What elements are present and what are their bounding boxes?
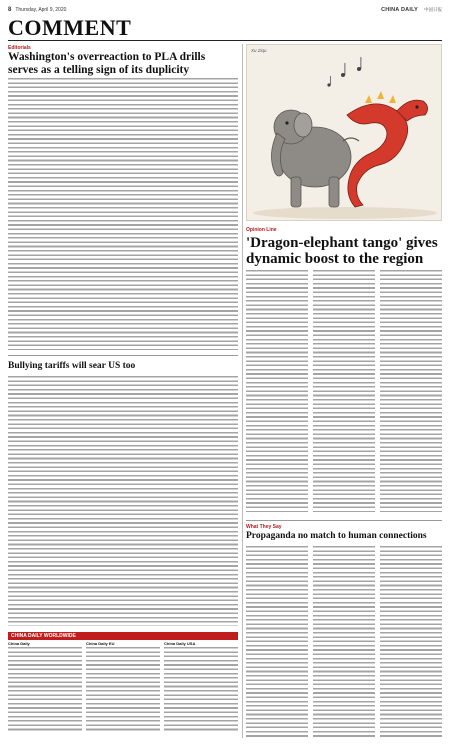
office-title: China Daily — [8, 641, 30, 646]
editorials-label: Editorials — [8, 45, 31, 51]
office-title: China Daily USA — [164, 641, 196, 646]
page-header-bar — [8, 5, 442, 14]
office-details — [164, 647, 238, 733]
wts-body-col-2 — [313, 546, 375, 738]
page-number: 8 — [8, 6, 12, 13]
what-they-say-label: What They Say — [246, 524, 282, 530]
opinion-body-col-1 — [246, 270, 308, 512]
brand-name: CHINA DAILY — [381, 6, 418, 13]
office-details — [86, 647, 160, 733]
section-masthead: COMMENT — [8, 15, 132, 40]
brand-chinese: 中国日报 — [424, 6, 442, 12]
opinion-headline: 'Dragon-elephant tango' gives dynamic boost to the region — [246, 235, 438, 267]
cartoon-credit: Xu Ziqu — [251, 48, 267, 53]
office-details — [8, 647, 82, 733]
opinion-line-label: Opinion Line — [246, 227, 277, 233]
worldwide-banner: CHINA DAILY WORLDWIDE — [8, 632, 238, 640]
opinion-body-col-3 — [380, 270, 442, 512]
editorial-divider — [8, 355, 238, 356]
editorial-headline-2: Bullying tariffs will sear US too — [8, 361, 136, 371]
elephant-figure — [271, 110, 351, 207]
wts-body-col-1 — [246, 546, 308, 738]
editorial-2-body — [8, 376, 238, 626]
office-col-3 — [164, 642, 238, 738]
office-title: China Daily EU — [86, 641, 115, 646]
opinion-divider — [246, 520, 442, 521]
office-col-1 — [8, 642, 82, 738]
wts-body-col-3 — [380, 546, 442, 738]
cartoon-illustration — [247, 45, 442, 221]
editorial-headline-1: Washington's overreaction to PLA drills serves as a telling sign of its duplicity — [8, 51, 206, 76]
worldwide-offices — [8, 642, 238, 738]
what-they-say-headline: Propaganda no match to human connections — [246, 531, 427, 541]
masthead-rule — [8, 40, 442, 41]
opinion-body-col-2 — [313, 270, 375, 512]
dragon-figure — [347, 91, 428, 207]
issue-date: Thursday, April 9, 2020 — [15, 6, 67, 13]
column-divider — [242, 44, 243, 738]
editorial-cartoon — [246, 44, 442, 221]
editorial-1-body — [8, 78, 238, 350]
office-col-2 — [86, 642, 160, 738]
